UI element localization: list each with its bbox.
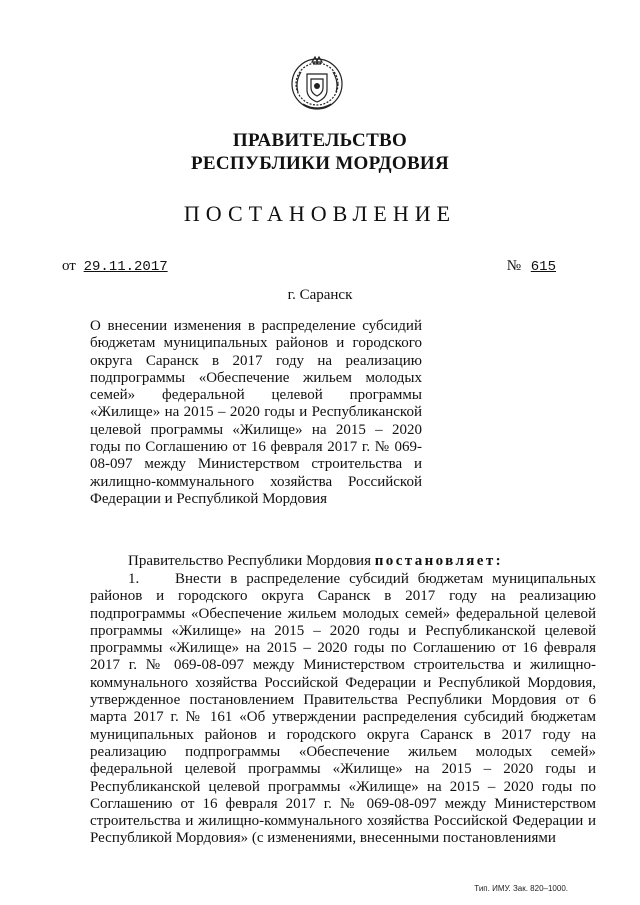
document-number: 615 <box>530 259 556 275</box>
intro-text: Правительство Республики Мордовия <box>128 553 371 569</box>
intro-keyword: постановляет: <box>374 553 504 569</box>
coat-of-arms-icon <box>289 52 345 114</box>
document-type-title: ПОСТАНОВЛЕНИЕ <box>183 201 457 226</box>
document-number-line <box>507 258 582 275</box>
document-date-line <box>62 258 180 275</box>
resolution-intro <box>90 553 596 570</box>
issue-city: г. Саранск <box>287 287 353 303</box>
organization-name: ПРАВИТЕЛЬСТВО <box>232 130 408 151</box>
organization-region: РЕСПУБЛИКИ МОРДОВИЯ <box>190 153 450 174</box>
paragraph-1: 1. Внести в распределение субсидий бюджетам муниципальных районов и городского округа Саранск в 2017 году на реализацию подпрограммы «Обеспечение жильем молодых семей» федеральной целевой программы «Жилище» на 2015 – 2020 годы и Республиканской целевой программы «Жилище» на 2015 – 2020 годы по Соглашению от 16 февраля 2017 г. № 069-08-097 между Министерством строительства и жилищно-коммунального хозяйства Российской Федерации и Республикой Мордовия, утвержденное постановлением Правительства Республики Мордовия от 6 марта 2017 г. № 161 «Об утверждении распределения субсидий бюджетам муниципальных районов и городского округа Саранск в 2017 году на реализацию подпрограммы «Обеспечение жильем молодых семей» федеральной целевой программы «Жилище» на 2015 – 2020 годы и Республиканской целевой программы «Жилище» на 2015 – 2020 годы по Соглашению от 16 февраля 2017 г. № 069-08-097 между Министерством строительства и жилищно-коммунального хозяйства Российской Федерации и Республикой Мордовия» (с изменениями, внесенными постановлениями <box>90 571 596 847</box>
print-mark: Тип. ИМУ. Зак. 820–1000. <box>474 884 568 893</box>
number-prefix: № <box>506 258 522 274</box>
date-prefix: от <box>62 258 76 274</box>
document-subject: О внесении изменения в распределение субсидий бюджетам муниципальных районов и городского округа Саранск в 2017 году на реализацию подпрограммы «Обеспечение жильем молодых семей» федеральной целевой программы «Жилище» на 2015 – 2020 годы и Республиканской целевой программы «Жилище» на 2015 – 2020 годы по Соглашению от 16 февраля 2017 г. № 069-08-097 между Министерством строительства и жилищно-коммунального хозяйства Российской Федерации и Республикой Мордовия <box>90 318 422 507</box>
document-date: 29.11.2017 <box>83 259 168 275</box>
